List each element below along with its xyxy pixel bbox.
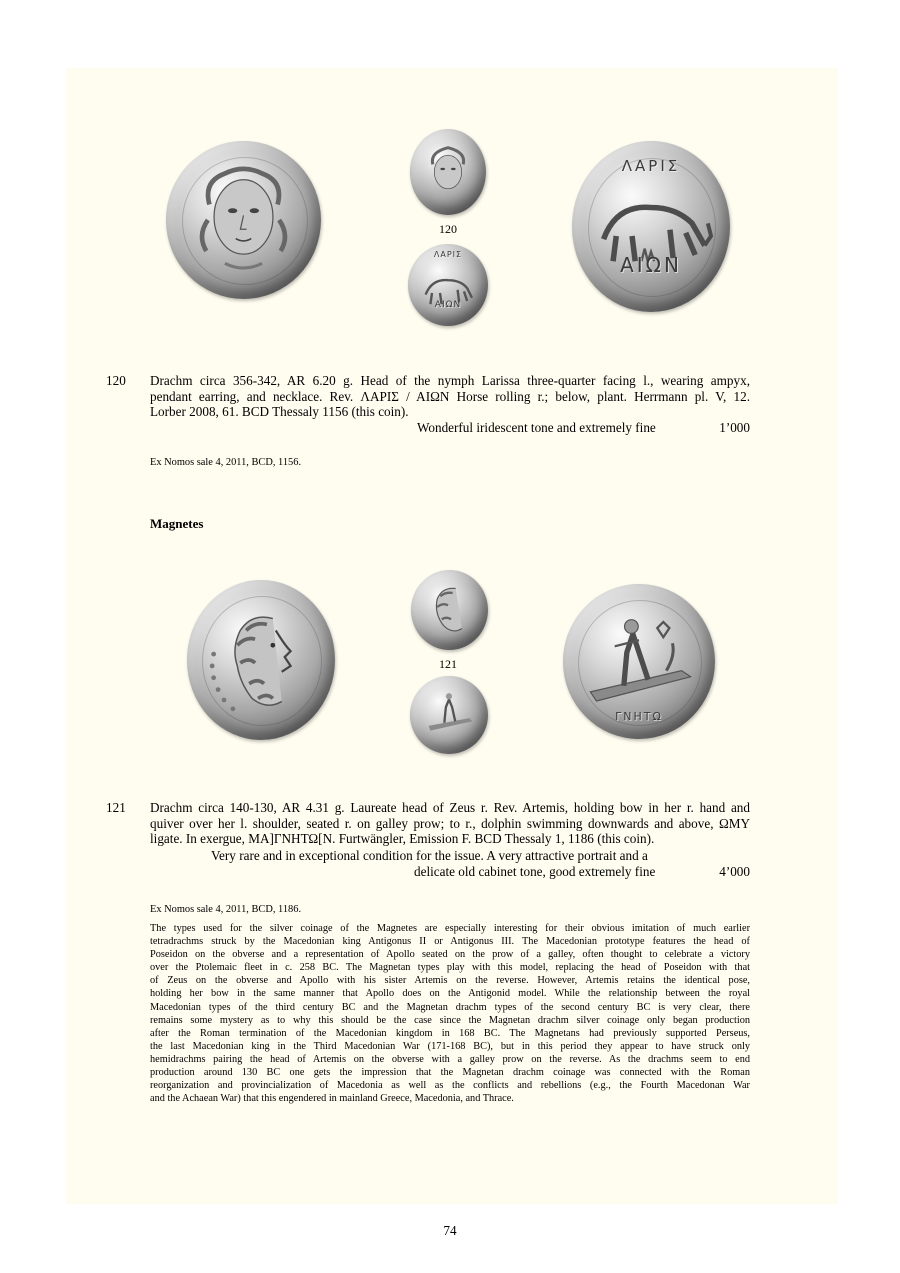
lot-description [150, 373, 750, 420]
nymph-head-relief [410, 129, 486, 215]
commentary-line: tetradrachms struck by the Macedonian king Antigonus II or Antigonus III. The Macedonian prototype features the head of [150, 936, 750, 948]
coin-121-obverse-small [411, 570, 488, 650]
photo-label-121: 121 [439, 657, 457, 671]
commentary-line: production around 130 BC one gets the impression that the Magnetan drachm coinage was connected with the Roman [150, 1067, 750, 1079]
coin-legend-top: ΛΑΡΙΣ [433, 250, 463, 259]
description-line: Lorber 2008, 61. BCD Thessaly 1156 (this coin). [150, 404, 409, 420]
lot-number: 121 [106, 800, 126, 815]
commentary-line: the last Macedonian king in the Third Macedonian War (171-168 BC), but in this period they appear to have struck only [150, 1040, 750, 1052]
description-line: pendant earring, and necklace. Rev. ΛΑΡΙΣ / ΑΙΩΝ Horse rolling r.; below, plant. Herrmann pl. V, 12. [150, 388, 750, 404]
description-line: ligate. In exergue, ΜΑ]ΓΝΗΤΩ[Ν. Furtwängler, Emission F. BCD Thessaly 1, 1186 (this coin). [150, 831, 655, 847]
grade-text: delicate old cabinet tone, good extremely fine [414, 864, 656, 879]
price: 4’000 [719, 864, 750, 879]
section-heading: Magnetes [150, 516, 204, 531]
provenance: Ex Nomos sale 4, 2011, BCD, 1186. [150, 904, 302, 915]
lot-number: 120 [106, 373, 126, 388]
coin-120-reverse-small [408, 244, 488, 326]
coin-legend-bottom: ΓΝΗΤΩ [615, 710, 663, 723]
zeus-head-relief [411, 570, 488, 650]
commentary-line: and the Achaean War) that this engendered in mainland Greece, Macedonia, and Thrace. [150, 1093, 514, 1105]
zeus-head-relief [187, 580, 335, 740]
nymph-head-relief [166, 141, 321, 299]
coin-legend-bottom: ΑΙΩΝ [620, 253, 682, 277]
lot-description [150, 800, 750, 847]
commentary-line: Macedonian types of the third century BC and the Magnetan drachm types of the second century BC is very clear, there [150, 1001, 750, 1013]
commentary-line: The types used for the silver coinage of the Magnetes are especially interesting for their obvious imitation of much earlier [150, 923, 750, 934]
description-line: Drachm circa 356-342, AR 6.20 g. Head of the nymph Larissa three-quarter facing l., wearing ampyx, [150, 373, 750, 388]
coin-121-obverse-enlarged [187, 580, 335, 740]
grade-text: Wonderful iridescent tone and extremely fine [417, 420, 656, 435]
page-number: 74 [443, 1223, 457, 1238]
coin-120-obverse-enlarged [166, 141, 321, 299]
photo-label-120: 120 [439, 222, 457, 236]
coin-legend-bottom: ΑΙΩΝ [434, 300, 462, 310]
coin-121-reverse-enlarged [563, 584, 715, 739]
price: 1’000 [719, 420, 750, 435]
coin-legend-top: ΛΑΡΙΣ [621, 157, 681, 175]
coin-120-reverse-enlarged [572, 141, 730, 312]
commentary-line: remains some mystery as to why this should be the case since the Magnetan drachm silver coinage only began production [150, 1014, 750, 1026]
artemis-relief [410, 676, 488, 754]
grade-text: Very rare and in exceptional condition for the issue. A very attractive portrait and a [211, 848, 648, 863]
commentary-line: holding her bow in the same manner that Apollo does on the Antigonid model. While the relationship between the royal [150, 988, 750, 1000]
coin-120-obverse-small [410, 129, 486, 215]
coin-121-reverse-small [410, 676, 488, 754]
commentary-line: hemidrachms pairing the head of Artemis on the obverse with a galley prow on the reverse. As the drachms seem to end [150, 1053, 750, 1065]
description-line: Drachm circa 140-130, AR 4.31 g. Laureate head of Zeus r. Rev. Artemis, holding bow in her r. hand and [150, 800, 750, 815]
commentary-line: of Zeus on the obverse and Apollo with his sister Artemis on the reverse. However, Artemis retains the identical pose, [150, 975, 750, 987]
commentary-line: reorganization and provincialization of Macedonia as well as the conflicts and rebellions (e.g., the Fourth Macedonan War [150, 1080, 750, 1092]
commentary-line: after the Roman termination of the Macedonian kingdom in 168 BC. The Magnetans had previously supported Perseus, [150, 1027, 750, 1039]
provenance: Ex Nomos sale 4, 2011, BCD, 1156. [150, 457, 302, 468]
commentary-line: over the Ptolemaic fleet in c. 258 BC. The Magnetan types play with this model, replacing the head of Poseidon with that [150, 962, 750, 974]
commentary-line: Poseidon on the obverse and a representation of Apollo seated on the prow of a galley, often thought to celebrate a victory [150, 949, 750, 961]
description-line: quiver over her l. shoulder, seated r. on galley prow; to r., dolphin swimming downwards and above, ΩΜΥ [150, 815, 750, 831]
commentary-paragraph [150, 922, 750, 1105]
